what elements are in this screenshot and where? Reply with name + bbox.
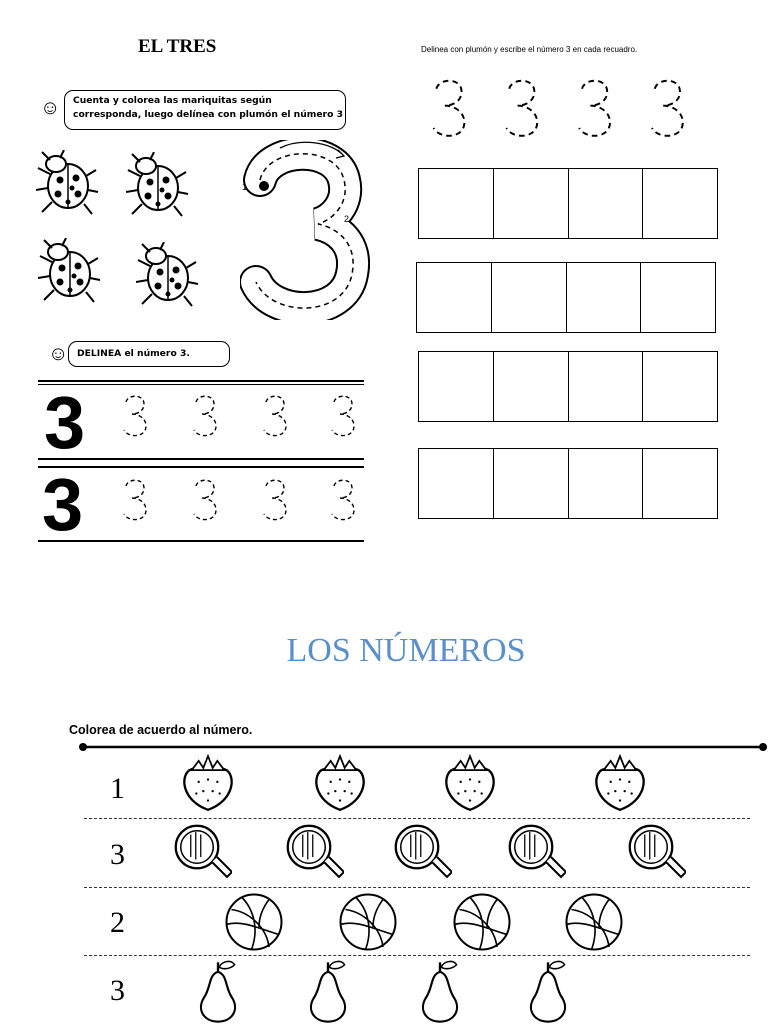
beach-ball-icon[interactable]: [338, 892, 398, 952]
instruction-bubble-trace: DELINEA el número 3.: [68, 341, 230, 367]
smiley-icon: ☺: [48, 343, 69, 365]
ladybug-icon: [36, 150, 100, 220]
tracing-number-three: [240, 140, 370, 320]
beach-ball-icon[interactable]: [452, 892, 512, 952]
dashed-threes-row: [118, 390, 368, 446]
row-number: 3: [110, 974, 125, 1007]
solid-number-three: 3: [44, 381, 86, 464]
dashed-threes-row: [118, 474, 368, 530]
writing-grid-row-3[interactable]: [418, 351, 718, 422]
page-title: EL TRES: [138, 36, 217, 57]
pear-icon[interactable]: [416, 960, 464, 1024]
row-divider: [84, 887, 750, 888]
bubble-line-1: Cuenta y colorea las mariquitas según: [73, 95, 272, 106]
dashed-threes-top: [428, 72, 708, 144]
row-line: [38, 380, 364, 382]
row-divider: [84, 955, 750, 956]
mirror-icon[interactable]: [626, 822, 686, 882]
row-divider: [84, 818, 750, 819]
strawberry-icon[interactable]: [592, 752, 648, 814]
row-line: [38, 458, 364, 460]
writing-grid-row-4[interactable]: [418, 448, 718, 519]
trace-end-marker: 2: [344, 214, 350, 224]
trace-start-marker: 1: [242, 182, 248, 192]
strawberry-icon[interactable]: [442, 752, 498, 814]
bubble-line-2: corresponda, luego delínea con plumón el número 3: [73, 109, 343, 120]
instruction-bubble-ladybugs: [64, 90, 346, 130]
row-line: [38, 384, 364, 385]
pear-icon[interactable]: [304, 960, 352, 1024]
beach-ball-icon[interactable]: [564, 892, 624, 952]
row-line: [38, 540, 364, 542]
pear-icon[interactable]: [194, 960, 242, 1024]
row-number: 3: [110, 838, 125, 871]
section-title: LOS NÚMEROS: [286, 632, 526, 669]
row-number: 2: [110, 906, 125, 939]
solid-number-three: 3: [42, 463, 84, 546]
ladybug-icon: [38, 238, 102, 308]
strawberry-icon[interactable]: [312, 752, 368, 814]
ladybug-icon: [136, 242, 200, 312]
row-number: 1: [110, 772, 125, 805]
writing-grid-row-1[interactable]: [418, 168, 718, 239]
mirror-icon[interactable]: [392, 822, 452, 882]
pear-icon[interactable]: [524, 960, 572, 1024]
ladybug-icon: [126, 152, 190, 222]
mirror-icon[interactable]: [172, 822, 232, 882]
smiley-icon: ☺: [40, 97, 61, 119]
color-instruction: Colorea de acuerdo al número.: [69, 723, 253, 737]
beach-ball-icon[interactable]: [224, 892, 284, 952]
mirror-icon[interactable]: [284, 822, 344, 882]
strawberry-icon[interactable]: [180, 752, 236, 814]
writing-grid-row-2[interactable]: [416, 262, 716, 333]
right-instruction: Delinea con plumón y escribe el número 3 en cada recuadro.: [421, 45, 638, 54]
row-line: [38, 466, 364, 468]
mirror-icon[interactable]: [506, 822, 566, 882]
